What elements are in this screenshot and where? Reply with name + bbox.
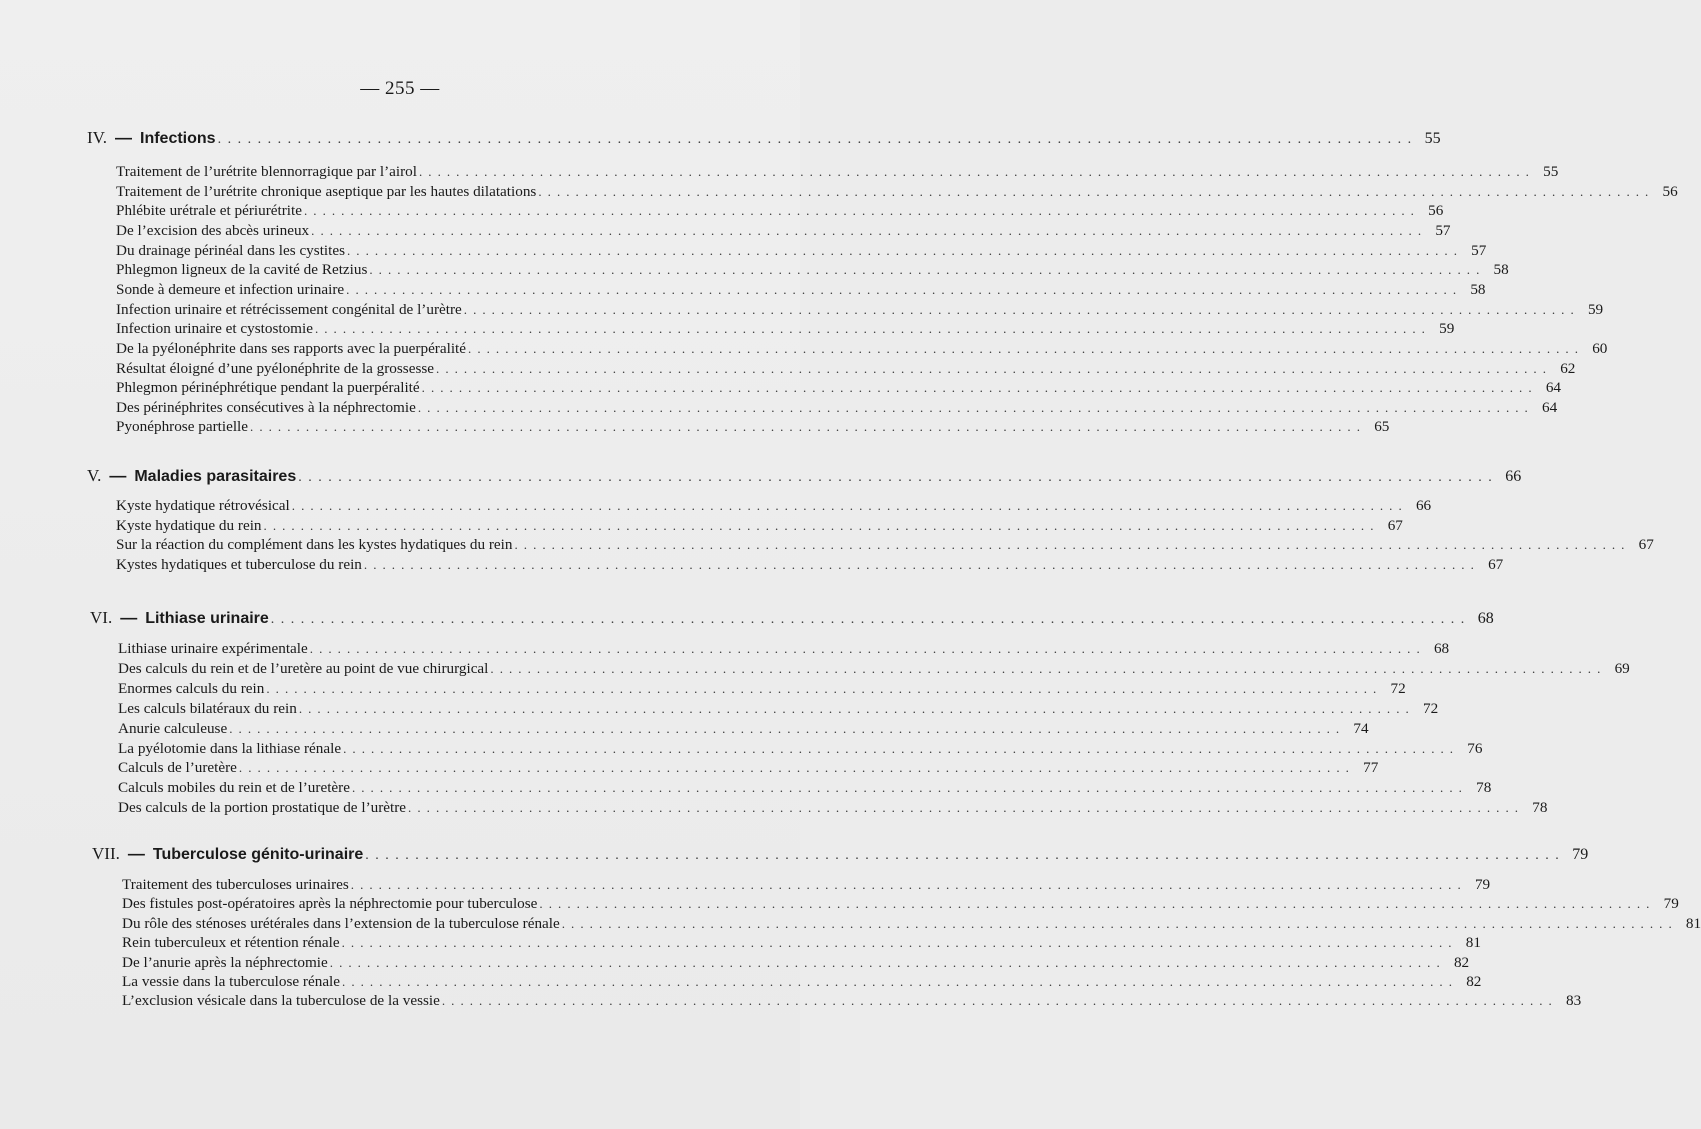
entry-page: 67	[1488, 555, 1504, 573]
toc-entry	[116, 320, 1455, 339]
dot-leader: . . . . . . . . . . . . . . . . . . . . . . . . . . . . . . . . . . . . . . . . . . . . . . . . . . . . . . . . . . . . . . . . . . . . . . . . . . . . . . . . . . . . . . . . . . . . . . . . . . . . . . . . . . . . . . . . . . . . . . . .	[217, 132, 1413, 147]
dot-leader: . . . . . . . . . . . . . . . . . . . . . . . . . . . . . . . . . . . . . . . . . . . . . . . . . . . . . . . . . . . . . . . . . . . . . . . . . . . . . . . . . . . . . . . . . . . . . . . . . . . . . . . . . . . . . . . . . . . . . . . .	[365, 848, 1561, 863]
entry-page: 68	[1433, 640, 1450, 657]
section-title: Tuberculose génito-urinaire	[152, 846, 364, 863]
entry-page: 77	[1363, 759, 1379, 777]
section-dash: —	[120, 608, 138, 627]
toc-entry	[116, 418, 1390, 437]
entry-title: Traitement de l’urétrite blennorragique par l’airol	[116, 163, 417, 180]
toc-entry	[118, 699, 1439, 719]
toc-entry	[122, 914, 1701, 934]
entry-page: 81	[1465, 934, 1481, 952]
toc-entry	[118, 759, 1379, 778]
entry-page: 56	[1428, 202, 1444, 220]
dot-leader: . . . . . . . . . . . . . . . . . . . . . . . . . . . . . . . . . . . . . . . . . . . . . . . . . . . . . . . . . . . . . . . . . . . . . . . . . . . . . . . . . . . . . . . . . . . . . . . . . . . . . . . . . . . . . . . . . . . . . . . .	[468, 340, 1580, 356]
entry-title: Kyste hydatique rétrovésical	[116, 497, 290, 514]
entry-title: Des périnéphrites consécutives à la néphrectomie	[116, 398, 416, 416]
entry-page: 59	[1439, 320, 1455, 338]
entry-page: 67	[1387, 516, 1403, 534]
toc-entry	[116, 398, 1558, 418]
entry-title: Infection urinaire et cystostomie	[116, 320, 313, 338]
entry-page: 82	[1466, 973, 1482, 990]
entry-title: Kystes hydatiques et tuberculose du rein	[116, 555, 362, 573]
entry-title: Traitement de l’urétrite chronique aseptique par les hautes dilatations	[116, 182, 537, 200]
entry-title: Phlegmon ligneux de la cavité de Retzius	[116, 261, 368, 279]
toc-entry	[116, 221, 1451, 241]
entry-page: 81	[1685, 914, 1701, 932]
entry-page: 72	[1390, 679, 1406, 697]
entry-title: Kyste hydatique du rein	[116, 516, 262, 534]
toc-entry	[118, 659, 1630, 679]
section-dash: —	[109, 466, 127, 485]
toc-entry	[122, 876, 1491, 895]
dot-leader: . . . . . . . . . . . . . . . . . . . . . . . . . . . . . . . . . . . . . . . . . . . . . . . . . . . . . . . . . . . . . . . . . . . . . . . . . . . . . . . . . . . . . . . . . . . . . . . . . . . . . . . . . . . . . . . . . . . . . . . .	[298, 700, 1411, 716]
page-number: — 255 —	[360, 78, 440, 99]
toc-entry	[116, 359, 1576, 379]
toc-entry	[122, 895, 1679, 914]
toc-entry	[116, 379, 1561, 398]
dot-leader: . . . . . . . . . . . . . . . . . . . . . . . . . . . . . . . . . . . . . . . . . . . . . . . . . . . . . . . . . . . . . . . . . . . . . . . . . . . . . . . . . . . . . . . . . . . . . . . . . . . . . . . . . . . . . . . . . . . . . . . .	[342, 974, 1454, 989]
toc-entry	[116, 516, 1403, 536]
entry-title: Infection urinaire et rétrécissement congénital de l’urètre	[116, 300, 462, 318]
toc-entry	[116, 300, 1604, 320]
dot-leader: . . . . . . . . . . . . . . . . . . . . . . . . . . . . . . . . . . . . . . . . . . . . . . . . . . . . . . . . . . . . . . . . . . . . . . . . . . . . . . . . . . . . . . . . . . . . . . . . . . . . . . . . . . . . . . . . . . . . . . . .	[441, 993, 1554, 1009]
section-numeral: VI.	[90, 608, 113, 627]
entry-title: Pyonéphrose partielle	[116, 418, 249, 436]
dot-leader: . . . . . . . . . . . . . . . . . . . . . . . . . . . . . . . . . . . . . . . . . . . . . . . . . . . . . . . . . . . . . . . . . . . . . . . . . . . . . . . . . . . . . . . . . . . . . . . . . . . . . . . . . . . . . . . . . . . . . . . .	[436, 360, 1548, 376]
dot-leader: . . . . . . . . . . . . . . . . . . . . . . . . . . . . . . . . . . . . . . . . . . . . . . . . . . . . . . . . . . . . . . . . . . . . . . . . . . . . . . . . . . . . . . . . . . . . . . . . . . . . . . . . . . . . . . . . . . . . . . . .	[514, 537, 1626, 553]
dot-leader: . . . . . . . . . . . . . . . . . . . . . . . . . . . . . . . . . . . . . . . . . . . . . . . . . . . . . . . . . . . . . . . . . . . . . . . . . . . . . . . . . . . . . . . . . . . . . . . . . . . . . . . . . . . . . . . . . . . . . . . .	[266, 680, 1378, 696]
entry-page: 58	[1470, 280, 1486, 298]
dot-leader: . . . . . . . . . . . . . . . . . . . . . . . . . . . . . . . . . . . . . . . . . . . . . . . . . . . . . . . . . . . . . . . . . . . . . . . . . . . . . . . . . . . . . . . . . . . . . . . . . . . . . . . . . . . . . . . . . . . . . . . .	[250, 419, 1362, 435]
toc-entry	[116, 280, 1486, 300]
dot-leader: . . . . . . . . . . . . . . . . . . . . . . . . . . . . . . . . . . . . . . . . . . . . . . . . . . . . . . . . . . . . . . . . . . . . . . . . . . . . . . . . . . . . . . . . . . . . . . . . . . . . . . . . . . . . . . . . . . . . . . . .	[329, 954, 1442, 970]
entry-title: Enormes calculs du rein	[118, 679, 265, 697]
section-numeral: IV.	[87, 128, 107, 147]
entry-page: 57	[1471, 241, 1487, 259]
dot-leader: . . . . . . . . . . . . . . . . . . . . . . . . . . . . . . . . . . . . . . . . . . . . . . . . . . . . . . . . . . . . . . . . . . . . . . . . . . . . . . . . . . . . . . . . . . . . . . . . . . . . . . . . . . . . . . . . . . . . . . . .	[539, 896, 1651, 912]
entry-page: 62	[1560, 359, 1576, 377]
entry-title: Des calculs de la portion prostatique de l’urètre	[118, 799, 407, 817]
entry-page: 83	[1566, 992, 1582, 1010]
dot-leader: . . . . . . . . . . . . . . . . . . . . . . . . . . . . . . . . . . . . . . . . . . . . . . . . . . . . . . . . . . . . . . . . . . . . . . . . . . . . . . . . . . . . . . . . . . . . . . . . . . . . . . . . . . . . . . . . . . . . . . . .	[298, 470, 1494, 485]
section-page: 68	[1477, 610, 1494, 627]
entry-page: 79	[1474, 876, 1491, 893]
toc-entry	[118, 739, 1483, 759]
toc-entry	[122, 992, 1582, 1011]
entry-page: 60	[1592, 339, 1608, 357]
entry-page: 78	[1532, 799, 1548, 817]
entry-page: 78	[1476, 779, 1492, 797]
entry-title: La pyélotomie dans la lithiase rénale	[118, 739, 342, 757]
dot-leader: . . . . . . . . . . . . . . . . . . . . . . . . . . . . . . . . . . . . . . . . . . . . . . . . . . . . . . . . . . . . . . . . . . . . . . . . . . . . . . . . . . . . . . . . . . . . . . . . . . . . . . . . . . . . . . . . . . . . . . . .	[351, 780, 1464, 796]
entry-title: Sur la réaction du complément dans les kystes hydatiques du rein	[116, 536, 513, 554]
entry-page: 74	[1353, 719, 1369, 737]
entry-page: 58	[1493, 261, 1509, 279]
dot-leader: . . . . . . . . . . . . . . . . . . . . . . . . . . . . . . . . . . . . . . . . . . . . . . . . . . . . . . . . . . . . . . . . . . . . . . . . . . . . . . . . . . . . . . . . . . . . . . . . . . . . . . . . . . . . . . . . . . . . . . . .	[291, 498, 1404, 513]
dot-leader: . . . . . . . . . . . . . . . . . . . . . . . . . . . . . . . . . . . . . . . . . . . . . . . . . . . . . . . . . . . . . . . . . . . . . . . . . . . . . . . . . . . . . . . . . . . . . . . . . . . . . . . . . . . . . . . . . . . . . . . .	[343, 740, 1455, 756]
entry-title: La vessie dans la tuberculose rénale	[122, 973, 341, 990]
toc-entry	[122, 953, 1470, 973]
toc-entry	[116, 163, 1559, 182]
dot-leader: . . . . . . . . . . . . . . . . . . . . . . . . . . . . . . . . . . . . . . . . . . . . . . . . . . . . . . . . . . . . . . . . . . . . . . . . . . . . . . . . . . . . . . . . . . . . . . . . . . . . . . . . . . . . . . . . . . . . . . . .	[417, 399, 1530, 415]
entry-page: 59	[1587, 300, 1604, 318]
dot-leader: . . . . . . . . . . . . . . . . . . . . . . . . . . . . . . . . . . . . . . . . . . . . . . . . . . . . . . . . . . . . . . . . . . . . . . . . . . . . . . . . . . . . . . . . . . . . . . . . . . . . . . . . . . . . . . . . . . . . . . . .	[408, 800, 1520, 816]
dot-leader: . . . . . . . . . . . . . . . . . . . . . . . . . . . . . . . . . . . . . . . . . . . . . . . . . . . . . . . . . . . . . . . . . . . . . . . . . . . . . . . . . . . . . . . . . . . . . . . . . . . . . . . . . . . . . . . . . . . . . . . .	[363, 556, 1476, 572]
dot-leader: . . . . . . . . . . . . . . . . . . . . . . . . . . . . . . . . . . . . . . . . . . . . . . . . . . . . . . . . . . . . . . . . . . . . . . . . . . . . . . . . . . . . . . . . . . . . . . . . . . . . . . . . . . . . . . . . . . . . . . . .	[238, 760, 1351, 776]
entry-page: 57	[1435, 221, 1451, 239]
section-heading	[87, 466, 1522, 490]
section-heading	[87, 128, 1441, 152]
entry-page: 56	[1662, 182, 1678, 200]
entry-title: Rein tuberculeux et rétention rénale	[122, 934, 340, 952]
dot-leader: . . . . . . . . . . . . . . . . . . . . . . . . . . . . . . . . . . . . . . . . . . . . . . . . . . . . . . . . . . . . . . . . . . . . . . . . . . . . . . . . . . . . . . . . . . . . . . . . . . . . . . . . . . . . . . . . . . . . . . . .	[421, 380, 1533, 396]
entry-title: Calculs mobiles du rein et de l’uretère	[118, 779, 350, 797]
section-dash: —	[127, 844, 145, 863]
toc-entry	[116, 182, 1678, 202]
entry-page: 64	[1542, 398, 1558, 416]
section-page: 55	[1424, 130, 1441, 147]
entry-title: Sonde à demeure et infection urinaire	[116, 280, 345, 298]
dot-leader: . . . . . . . . . . . . . . . . . . . . . . . . . . . . . . . . . . . . . . . . . . . . . . . . . . . . . . . . . . . . . . . . . . . . . . . . . . . . . . . . . . . . . . . . . . . . . . . . . . . . . . . . . . . . . . . . . . . . . . . .	[490, 660, 1602, 676]
entry-title: Calculs de l’uretère	[118, 759, 237, 777]
dot-leader: . . . . . . . . . . . . . . . . . . . . . . . . . . . . . . . . . . . . . . . . . . . . . . . . . . . . . . . . . . . . . . . . . . . . . . . . . . . . . . . . . . . . . . . . . . . . . . . . . . . . . . . . . . . . . . . . . . . . . . . .	[418, 164, 1531, 179]
entry-title: De la pyélonéphrite dans ses rapports avec la puerpéralité	[116, 339, 467, 357]
entry-page: 79	[1663, 895, 1679, 913]
entry-page: 65	[1374, 418, 1390, 436]
section-title: Maladies parasitaires	[134, 468, 297, 485]
dot-leader: . . . . . . . . . . . . . . . . . . . . . . . . . . . . . . . . . . . . . . . . . . . . . . . . . . . . . . . . . . . . . . . . . . . . . . . . . . . . . . . . . . . . . . . . . . . . . . . . . . . . . . . . . . . . . . . . . . . . . . . .	[263, 517, 1375, 533]
toc-entry	[116, 241, 1487, 261]
dot-leader: . . . . . . . . . . . . . . . . . . . . . . . . . . . . . . . . . . . . . . . . . . . . . . . . . . . . . . . . . . . . . . . . . . . . . . . . . . . . . . . . . . . . . . . . . . . . . . . . . . . . . . . . . . . . . . . . . . . . . . . .	[369, 262, 1481, 278]
entry-page: 64	[1545, 379, 1561, 397]
dot-leader: . . . . . . . . . . . . . . . . . . . . . . . . . . . . . . . . . . . . . . . . . . . . . . . . . . . . . . . . . . . . . . . . . . . . . . . . . . . . . . . . . . . . . . . . . . . . . . . . . . . . . . . . . . . . . . . . . . . . . . . .	[561, 915, 1674, 931]
entry-title: Du drainage périnéal dans les cystites	[116, 241, 345, 259]
entry-page: 55	[1543, 163, 1559, 180]
toc-entry	[118, 640, 1450, 659]
dot-leader: . . . . . . . . . . . . . . . . . . . . . . . . . . . . . . . . . . . . . . . . . . . . . . . . . . . . . . . . . . . . . . . . . . . . . . . . . . . . . . . . . . . . . . . . . . . . . . . . . . . . . . . . . . . . . . . . . . . . . . . .	[538, 183, 1650, 199]
section-numeral: V.	[87, 466, 102, 485]
entry-title: Lithiase urinaire expérimentale	[118, 640, 308, 657]
toc-entry	[118, 679, 1406, 699]
section-dash: —	[115, 128, 132, 147]
entry-title: Phlegmon périnéphrétique pendant la puerpéralité	[116, 379, 420, 397]
section-heading	[90, 608, 1494, 632]
entry-title: Traitement des tuberculoses urinaires	[122, 876, 349, 893]
section-heading	[92, 844, 1589, 868]
section-page: 66	[1505, 468, 1522, 485]
dot-leader: . . . . . . . . . . . . . . . . . . . . . . . . . . . . . . . . . . . . . . . . . . . . . . . . . . . . . . . . . . . . . . . . . . . . . . . . . . . . . . . . . . . . . . . . . . . . . . . . . . . . . . . . . . . . . . . . . . . . . . . .	[229, 720, 1341, 736]
entry-title: De l’anurie après la néphrectomie	[122, 953, 328, 971]
toc-entry	[118, 799, 1548, 818]
toc-entry	[116, 339, 1608, 359]
entry-title: L’exclusion vésicale dans la tuberculose de la vessie	[122, 992, 440, 1010]
section-title: Infections	[140, 130, 216, 147]
entry-title: Résultat éloigné d’une pyélonéphrite de la grossesse	[116, 359, 435, 377]
entry-page: 82	[1453, 953, 1470, 971]
dot-leader: . . . . . . . . . . . . . . . . . . . . . . . . . . . . . . . . . . . . . . . . . . . . . . . . . . . . . . . . . . . . . . . . . . . . . . . . . . . . . . . . . . . . . . . . . . . . . . . . . . . . . . . . . . . . . . . . . . . . . . . .	[311, 222, 1423, 238]
dot-leader: . . . . . . . . . . . . . . . . . . . . . . . . . . . . . . . . . . . . . . . . . . . . . . . . . . . . . . . . . . . . . . . . . . . . . . . . . . . . . . . . . . . . . . . . . . . . . . . . . . . . . . . . . . . . . . . . . . . . . . . .	[346, 281, 1458, 297]
section-page: 79	[1572, 846, 1589, 863]
entry-title: De l’excision des abcès urineux	[116, 221, 310, 239]
entry-title: Phlébite urétrale et périurétrite	[116, 202, 302, 220]
dot-leader: . . . . . . . . . . . . . . . . . . . . . . . . . . . . . . . . . . . . . . . . . . . . . . . . . . . . . . . . . . . . . . . . . . . . . . . . . . . . . . . . . . . . . . . . . . . . . . . . . . . . . . . . . . . . . . . . . . . . . . . .	[347, 242, 1459, 258]
entry-page: 67	[1638, 536, 1654, 554]
dot-leader: . . . . . . . . . . . . . . . . . . . . . . . . . . . . . . . . . . . . . . . . . . . . . . . . . . . . . . . . . . . . . . . . . . . . . . . . . . . . . . . . . . . . . . . . . . . . . . . . . . . . . . . . . . . . . . . . . . . . . . . .	[341, 935, 1453, 951]
entry-page: 72	[1422, 699, 1439, 717]
section-title: Lithiase urinaire	[145, 610, 269, 627]
toc-entry	[122, 973, 1482, 992]
toc-entry	[116, 202, 1444, 221]
entry-title: Des calculs du rein et de l’uretère au point de vue chirurgical	[118, 659, 489, 677]
entry-page: 69	[1614, 659, 1630, 677]
entry-title: Du rôle des sténoses urétérales dans l’extension de la tuberculose rénale	[122, 914, 560, 932]
entry-page: 66	[1415, 497, 1432, 514]
dot-leader: . . . . . . . . . . . . . . . . . . . . . . . . . . . . . . . . . . . . . . . . . . . . . . . . . . . . . . . . . . . . . . . . . . . . . . . . . . . . . . . . . . . . . . . . . . . . . . . . . . . . . . . . . . . . . . . . . . . . . . . .	[303, 203, 1416, 219]
toc-entry	[122, 934, 1481, 953]
toc-entry	[118, 719, 1369, 739]
dot-leader: . . . . . . . . . . . . . . . . . . . . . . . . . . . . . . . . . . . . . . . . . . . . . . . . . . . . . . . . . . . . . . . . . . . . . . . . . . . . . . . . . . . . . . . . . . . . . . . . . . . . . . . . . . . . . . . . . . . . . . . .	[309, 641, 1422, 656]
section-numeral: VII.	[92, 844, 120, 863]
toc-entry	[116, 497, 1432, 516]
toc-entry	[118, 779, 1492, 798]
toc-entry	[116, 536, 1654, 555]
entry-title: Anurie calculeuse	[118, 719, 228, 737]
dot-leader: . . . . . . . . . . . . . . . . . . . . . . . . . . . . . . . . . . . . . . . . . . . . . . . . . . . . . . . . . . . . . . . . . . . . . . . . . . . . . . . . . . . . . . . . . . . . . . . . . . . . . . . . . . . . . . . . . . . . . . . .	[463, 301, 1576, 317]
entry-title: Des fistules post-opératoires après la néphrectomie pour tuberculose	[122, 895, 538, 913]
dot-leader: . . . . . . . . . . . . . . . . . . . . . . . . . . . . . . . . . . . . . . . . . . . . . . . . . . . . . . . . . . . . . . . . . . . . . . . . . . . . . . . . . . . . . . . . . . . . . . . . . . . . . . . . . . . . . . . . . . . . . . . .	[314, 321, 1427, 337]
dot-leader: . . . . . . . . . . . . . . . . . . . . . . . . . . . . . . . . . . . . . . . . . . . . . . . . . . . . . . . . . . . . . . . . . . . . . . . . . . . . . . . . . . . . . . . . . . . . . . . . . . . . . . . . . . . . . . . . . . . . . . . .	[270, 612, 1466, 627]
toc-entry	[116, 261, 1509, 280]
entry-page: 76	[1467, 739, 1483, 757]
entry-title: Les calculs bilatéraux du rein	[118, 699, 297, 717]
dot-leader: . . . . . . . . . . . . . . . . . . . . . . . . . . . . . . . . . . . . . . . . . . . . . . . . . . . . . . . . . . . . . . . . . . . . . . . . . . . . . . . . . . . . . . . . . . . . . . . . . . . . . . . . . . . . . . . . . . . . . . . .	[350, 877, 1463, 892]
toc-entry	[116, 555, 1504, 575]
